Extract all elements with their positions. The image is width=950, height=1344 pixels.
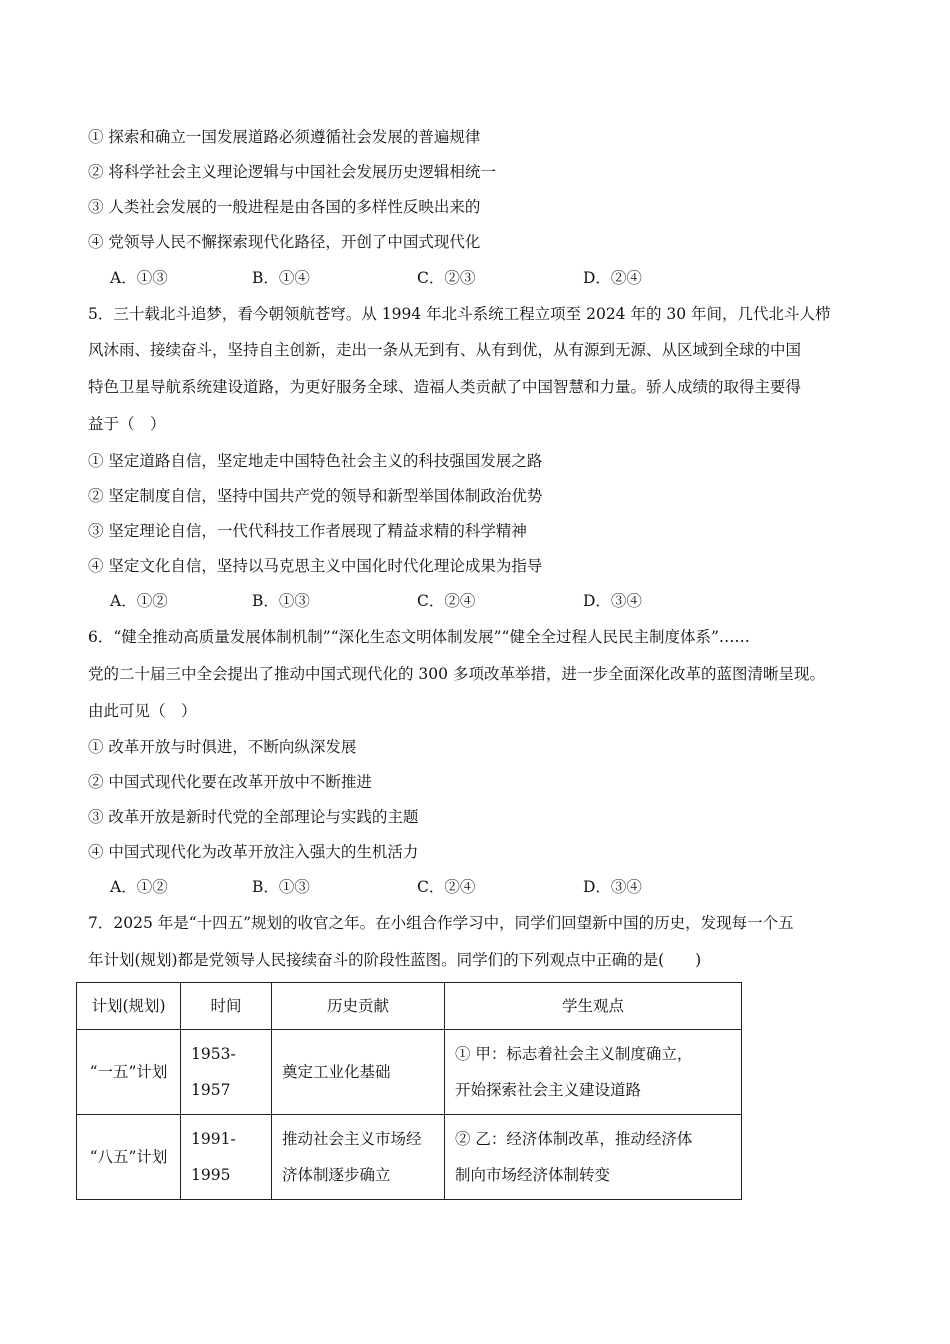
q6-statement-2: ② 中国式现代化要在改革开放中不断推进 [88, 773, 372, 791]
q4-statement-1: ① 探索和确立一国发展道路必须遵循社会发展的普遍规律 [88, 128, 481, 146]
view-line-2: 开始探索社会主义建设道路 [455, 1081, 642, 1099]
plan-cell: “八五”计划 [77, 1115, 181, 1200]
plan-cell: “一五”计划 [77, 1030, 181, 1115]
table-row [77, 1030, 742, 1115]
header-plan: 计划(规划) [77, 983, 181, 1030]
contribution-line-2: 济体制逐步确立 [282, 1166, 391, 1184]
period-end: 1995 [191, 1166, 231, 1184]
q6-stem-line-1: 6．“健全推动高质量发展体制机制”“深化生态文明体制发展”“健全全过程人民民主制度体系”…… [88, 628, 750, 646]
q6-statement-1: ① 改革开放与时俱进，不断向纵深发展 [88, 738, 357, 756]
q4-statement-2: ② 将科学社会主义理论逻辑与中国社会发展历史逻辑相统一 [88, 163, 496, 181]
q5-stem-line-1: 5．三十载北斗追梦，看今朝领航苍穹。从 1994 年北斗系统工程立项至 2024 年的 30 年间，几代北斗人栉 [88, 305, 831, 323]
q4-option-c[interactable]: C．②③ [417, 269, 476, 287]
q5-option-a[interactable]: A．①② [110, 592, 168, 610]
q5-statement-3: ③ 坚定理论自信，一代代科技工作者展现了精益求精的科学精神 [88, 522, 527, 540]
q4-option-d[interactable]: D．②④ [583, 269, 642, 287]
header-period: 时间 [181, 983, 272, 1030]
q5-option-d[interactable]: D．③④ [583, 592, 642, 610]
student-view-cell [445, 1115, 742, 1200]
q6-stem-line-2: 党的二十届三中全会提出了推动中国式现代化的 300 多项改革举措，进一步全面深化改革的蓝图清晰呈现。 [88, 665, 825, 683]
table-row [77, 1115, 742, 1200]
q7-stem-line-1: 7．2025 年是“十四五”规划的收官之年。在小组合作学习中，同学们回望新中国的历史，发现每一个五 [88, 914, 794, 932]
header-student-view: 学生观点 [445, 983, 742, 1030]
period-cell [181, 1115, 272, 1200]
view-line-2: 制向市场经济体制转变 [455, 1166, 611, 1184]
q5-stem-line-2: 风沐雨、接续奋斗，坚持自主创新，走出一条从无到有、从有到优，从有源到无源、从区域到全球的中国 [88, 341, 802, 359]
q6-statement-4: ④ 中国式现代化为改革开放注入强大的生机活力 [88, 843, 419, 861]
contribution-line-1: 奠定工业化基础 [282, 1063, 391, 1081]
five-year-plan-table [76, 982, 742, 1200]
period-start: 1953- [191, 1045, 236, 1063]
q6-options [110, 876, 810, 898]
q5-option-b[interactable]: B．①③ [252, 592, 310, 610]
contribution-cell [272, 1115, 445, 1200]
q5-stem-line-3: 特色卫星导航系统建设道路，为更好服务全球、造福人类贡献了中国智慧和力量。骄人成绩的取得主要得 [88, 378, 802, 396]
table-header-row [77, 983, 742, 1030]
view-line-1: ② 乙：经济体制改革，推动经济体 [455, 1130, 693, 1148]
q5-statement-2: ② 坚定制度自信，坚持中国共产党的领导和新型举国体制政治优势 [88, 487, 543, 505]
q6-option-d[interactable]: D．③④ [583, 878, 642, 896]
q5-stem-line-4: 益于（ ） [88, 415, 166, 433]
q6-statement-3: ③ 改革开放是新时代党的全部理论与实践的主题 [88, 808, 419, 826]
q5-options [110, 590, 810, 612]
q4-option-b[interactable]: B．①④ [252, 269, 310, 287]
contribution-cell [272, 1030, 445, 1115]
period-start: 1991- [191, 1130, 236, 1148]
period-end: 1957 [191, 1081, 231, 1099]
q5-option-c[interactable]: C．②④ [417, 592, 476, 610]
period-cell [181, 1030, 272, 1115]
q4-statement-4: ④ 党领导人民不懈探索现代化路径，开创了中国式现代化 [88, 233, 481, 251]
q6-stem-line-3: 由此可见（ ） [88, 702, 197, 720]
q6-option-c[interactable]: C．②④ [417, 878, 476, 896]
q5-statement-1: ① 坚定道路自信，坚定地走中国特色社会主义的科技强国发展之路 [88, 452, 543, 470]
view-line-1: ① 甲：标志着社会主义制度确立， [455, 1045, 693, 1063]
q5-statement-4: ④ 坚定文化自信，坚持以马克思主义中国化时代化理论成果为指导 [88, 557, 543, 575]
contribution-line-1: 推动社会主义市场经 [282, 1130, 422, 1148]
q7-stem-line-2: 年计划(规划)都是党领导人民接续奋斗的阶段性蓝图。同学们的下列观点中正确的是( ) [88, 951, 702, 969]
q4-option-a[interactable]: A．①③ [110, 269, 168, 287]
q4-options [110, 267, 810, 289]
header-contribution: 历史贡献 [272, 983, 445, 1030]
q4-statement-3: ③ 人类社会发展的一般进程是由各国的多样性反映出来的 [88, 198, 481, 216]
q6-option-b[interactable]: B．①③ [252, 878, 310, 896]
student-view-cell [445, 1030, 742, 1115]
q6-option-a[interactable]: A．①② [110, 878, 168, 896]
